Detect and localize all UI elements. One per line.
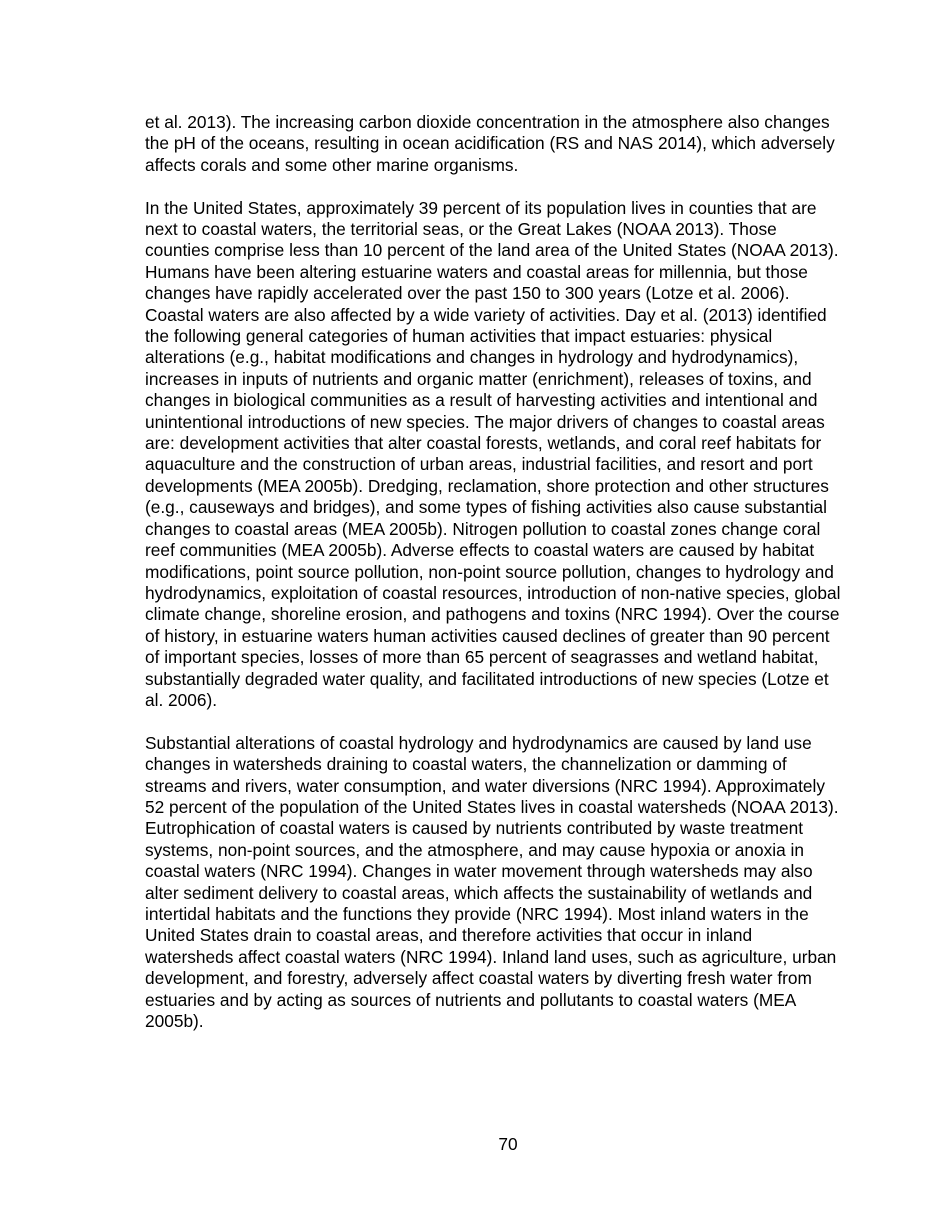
body-text xyxy=(145,112,845,1054)
paragraph-ocean-acidification: et al. 2013). The increasing carbon dioxide concentration in the atmosphere also changes the pH of the oceans, resulting in ocean acidification (RS and NAS 2014), which adversely affects corals and some other marine organisms. xyxy=(145,112,835,175)
paragraph-coastal-population: In the United States, approximately 39 percent of its population lives in counties that are next to coastal waters, the territorial seas, or the Great Lakes (NOAA 2013). Those counties comprise less than 10 percent of the land area of the United States (NOAA 2013). Humans have been altering estuarine waters and coastal areas for millennia, but those changes have rapidly accelerated over the past 150 to 300 years (Lotze et al. 2006). Coastal waters are also affected by a wide variety of activities. Day et al. (2013) identified the following general categories of human activities that impact estuaries: physical alterations (e.g., habitat modifications and changes in hydrology and hydrodynamics), increases in inputs of nutrients and organic matter (enrichment), releases of toxins, and changes in biological communities as a result of harvesting activities and intentional and unintentional introductions of new species. The major drivers of changes to coastal areas are: development activities that alter coastal forests, wetlands, and coral reef habitats for aquaculture and the construction of urban areas, industrial facilities, and resort and port developments (MEA 2005b). Dredging, reclamation, shore protection and other structures (e.g., causeways and bridges), and some types of fishing activities also cause substantial changes to coastal areas (MEA 2005b). Nitrogen pollution to coastal zones change coral reef communities (MEA 2005b). Adverse effects to coastal waters are caused by habitat modifications, point source pollution, non-point source pollution, changes to hydrology and hydrodynamics, exploitation of coastal resources, introduction of non-native species, global climate change, shoreline erosion, and pathogens and toxins (NRC 1994). Over the course of history, in estuarine waters human activities caused declines of greater than 90 percent of important species, losses of more than 65 percent of seagrasses and wetland habitat, substantially degraded water quality, and facilitated introductions of new species (Lotze et al. 2006). xyxy=(145,197,841,710)
page-number: 70 xyxy=(498,1134,518,1154)
paragraph-coastal-hydrology: Substantial alterations of coastal hydrology and hydrodynamics are caused by land use changes in watersheds draining to coastal waters, the channelization or damming of streams and rivers, water consumption, and water diversions (NRC 1994). Approximately 52 percent of the population of the United States lives in coastal watersheds (NOAA 2013). Eutrophication of coastal waters is caused by nutrients contributed by waste treatment systems, non-point sources, and the atmosphere, and may cause hypoxia or anoxia in coastal waters (NRC 1994). Changes in water movement through watersheds may also alter sediment delivery to coastal areas, which affects the sustainability of wetlands and intertidal habitats and the functions they provide (NRC 1994). Most inland waters in the United States drain to coastal areas, and therefore activities that occur in inland watersheds affect coastal waters (NRC 1994). Inland land uses, such as agriculture, urban development, and forestry, adversely affect coastal waters by diverting fresh water from estuaries and by acting as sources of nutrients and pollutants to coastal waters (MEA 2005b). xyxy=(145,732,839,1032)
